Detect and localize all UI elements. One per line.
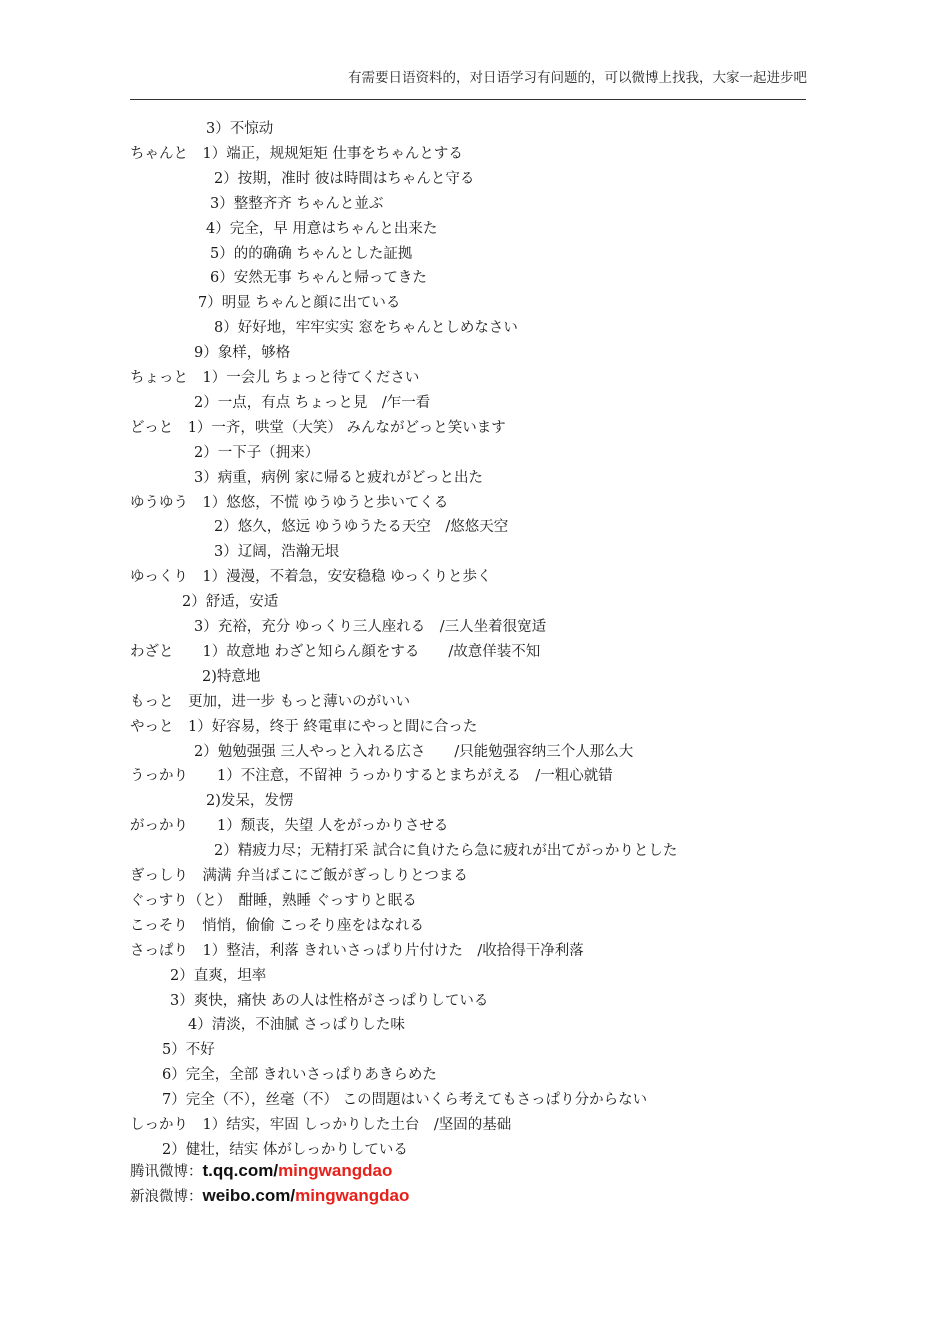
vocab-line: 9）象样，够格 (194, 345, 291, 362)
vocab-line: 3）整整齐齐 ちゃんと並ぶ (210, 195, 384, 212)
footer-tencent-weibo (130, 1160, 392, 1183)
vocab-line: どっと 1）一齐，哄堂（大笑） みんながどっと笑います (130, 419, 506, 436)
vocab-line: 3）病重，病例 家に帰ると疲れがどっと出た (194, 469, 484, 486)
vocab-line: ちゃんと 1）端正，规规矩矩 仕事をちゃんとする (130, 145, 463, 162)
header-divider (130, 99, 806, 100)
footer-sina-weibo (130, 1185, 409, 1208)
vocab-line: 2）按期，准时 彼は時間はちゃんと守る (214, 170, 475, 187)
footer-username: mingwangdao (295, 1186, 410, 1205)
vocab-line: もっと 更加，进一步 もっと薄いのがいい (130, 693, 411, 710)
vocab-line: 3）爽快，痛快 あの人は性格がさっぱりしている (170, 992, 489, 1009)
vocab-line: 2)特意地 (202, 668, 261, 685)
vocab-line: わざと 1）故意地 わざと知らん顔をする /故意佯装不知 (130, 643, 541, 660)
vocab-line: ちょっと 1）一会儿 ちょっと待てください (130, 370, 420, 386)
vocab-line: ぐっすり（と） 酣睡，熟睡 ぐっすりと眠る (130, 892, 417, 909)
vocab-line: 7）完全（不），丝毫（不） この問題はいくら考えてもさっぱり分からない (162, 1092, 648, 1109)
vocab-line: 2)发呆，发愣 (206, 793, 294, 810)
vocab-line: 2）勉勉强强 三人やっと入れる広さ /只能勉强容纳三个人那么大 (194, 743, 634, 760)
vocab-line: 2）舒适，安适 (182, 594, 279, 611)
vocab-line: 5）不好 (162, 1042, 215, 1059)
vocab-line: 2）悠久，悠远 ゆうゆうたる天空 /悠悠天空 (214, 519, 509, 536)
vocab-line: 6）完全，全部 きれいさっぱりあきらめた (162, 1067, 437, 1084)
vocab-line: 2）直爽，坦率 (170, 967, 267, 984)
vocab-line: 3）辽阔，浩瀚无垠 (214, 544, 340, 561)
vocab-line: 4）清淡，不油腻 さっぱりした味 (188, 1017, 405, 1034)
footer-username: mingwangdao (278, 1161, 393, 1180)
page-header-text: 有需要日语资料的，对日语学习有问题的，可以微博上找我，大家一起进步吧 (348, 70, 807, 86)
vocab-line: うっかり 1）不注意，不留神 うっかりするとまちがえる /一粗心就错 (130, 768, 613, 785)
footer-domain: weibo.com/ (202, 1186, 296, 1205)
vocab-line: 2）健壮，结实 体がしっかりしている (162, 1141, 408, 1158)
vocab-line: 3）不惊动 (206, 121, 274, 137)
footer-domain: t.qq.com/ (202, 1161, 279, 1180)
vocab-line: 6）安然无事 ちゃんと帰ってきた (210, 270, 427, 287)
vocab-line: 5）的的确确 ちゃんとした証拠 (210, 245, 413, 262)
vocab-line: こっそり 悄悄，偷偷 こっそり座をはなれる (130, 917, 425, 934)
vocab-line: 8）好好地，牢牢实实 窓をちゃんとしめなさい (214, 320, 518, 337)
vocab-line: やっと 1）好容易，终于 終電車にやっと間に合った (130, 718, 478, 735)
vocab-line: 4）完全，早 用意はちゃんと出来た (206, 220, 438, 237)
vocab-line: がっかり 1）颓丧，失望 人をがっかりさせる (130, 818, 449, 835)
vocab-line: 2）精疲力尽；无精打采 試合に負けたら急に疲れが出てがっかりとした (214, 843, 678, 860)
vocab-line: 2）一点，有点 ちょっと見 /乍一看 (194, 394, 431, 411)
vocab-line: しっかり 1）结实，牢固 しっかりした土台 /坚固的基础 (130, 1117, 512, 1133)
vocab-line: さっぱり 1）整洁，利落 きれいさっぱり片付けた /收拾得干净利落 (130, 942, 584, 959)
vocab-line: 2）一下子（拥来） (194, 444, 320, 461)
footer-label: 腾讯微博： (130, 1164, 203, 1180)
vocab-line: ぎっしり 满满 弁当ばこにご飯がぎっしりとつまる (130, 868, 468, 884)
vocab-line: ゆうゆう 1）悠悠，不慌 ゆうゆうと歩いてくる (130, 494, 449, 511)
vocab-line: 7）明显 ちゃんと顔に出ている (198, 295, 401, 312)
vocab-line: ゆっくり 1）漫漫，不着急，安安稳稳 ゆっくりと歩く (130, 569, 492, 586)
vocab-line: 3）充裕，充分 ゆっくり三人座れる /三人坐着很宽适 (194, 619, 547, 635)
footer-label: 新浪微博： (130, 1189, 203, 1205)
